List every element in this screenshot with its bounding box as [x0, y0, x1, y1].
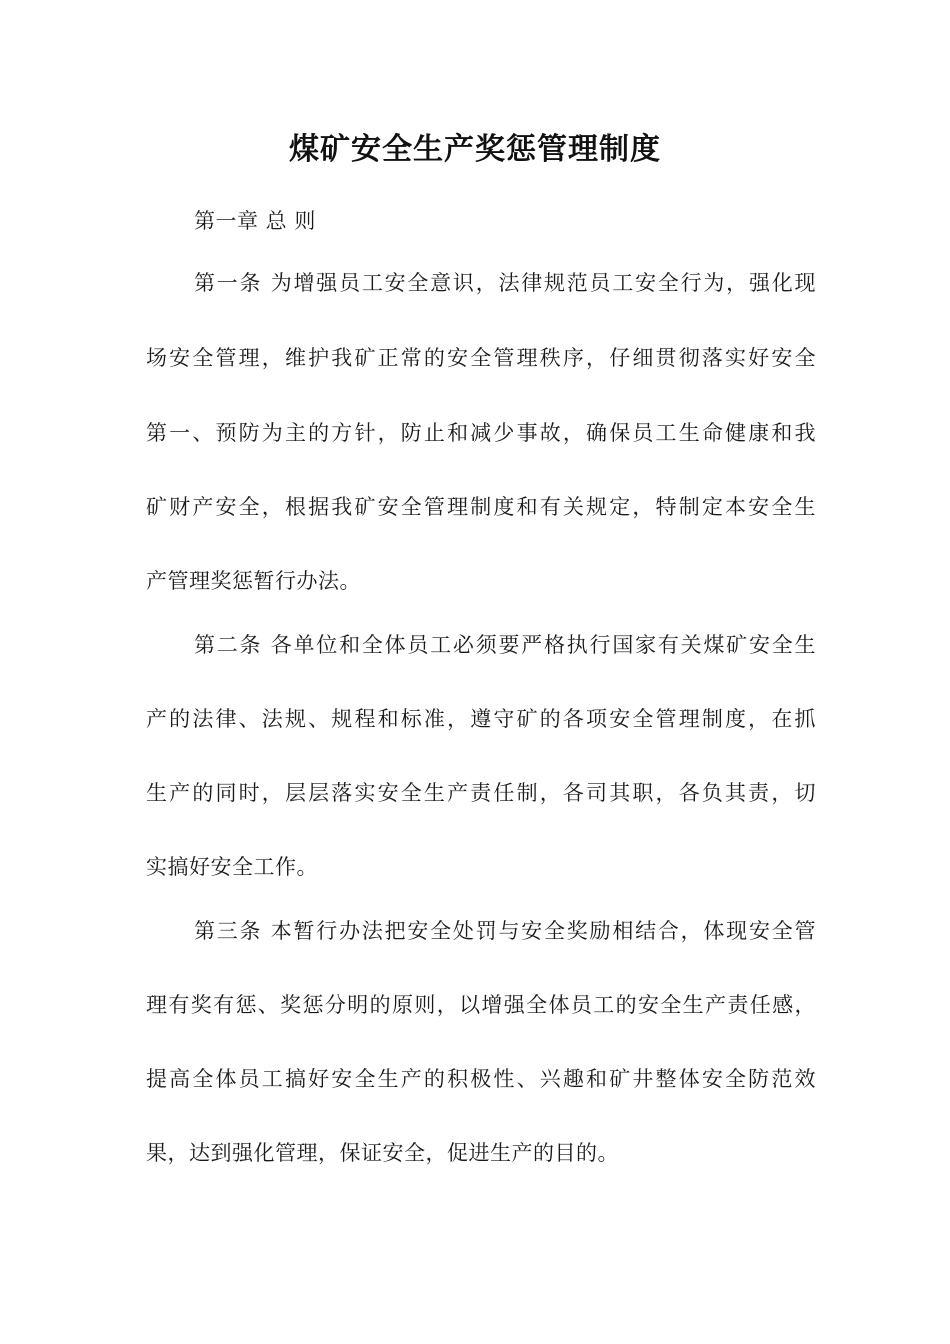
article-2-line-1: 第二条 各单位和全体员工必须要严格执行国家有关煤矿安全生 — [194, 633, 816, 657]
article-1-line-2: 场安全管理，维护我矿正常的安全管理秩序，仔细贯彻落实好安全 — [146, 346, 816, 370]
article-1-line-1: 第一条 为增强员工安全意识，法律规范员工安全行为，强化现 — [194, 271, 816, 295]
article-1-line-3: 第一、预防为主的方针，防止和减少事故，确保员工生命健康和我 — [146, 421, 816, 445]
article-1-line-5: 产管理奖惩暂行办法。 — [146, 569, 361, 593]
chapter-heading: 第一章 总 则 — [194, 209, 316, 233]
article-3-line-1: 第三条 本暂行办法把安全处罚与安全奖励相结合，体现安全管 — [194, 919, 816, 943]
article-2-line-2: 产的法律、法规、规程和标准，遵守矿的各项安全管理制度，在抓 — [146, 707, 816, 731]
article-3-line-4: 果，达到强化管理，保证安全，促进生产的目的。 — [146, 1141, 619, 1165]
article-2-line-3: 生产的同时，层层落实安全生产责任制，各司其职，各负其责，切 — [146, 781, 816, 805]
document-title: 煤矿安全生产奖惩管理制度 — [289, 132, 661, 167]
article-1-line-4: 矿财产安全，根据我矿安全管理制度和有关规定，特制定本安全生 — [146, 495, 816, 519]
article-3-line-3: 提高全体员工搞好安全生产的积极性、兴趣和矿井整体安全防范效 — [146, 1067, 816, 1091]
article-2-line-4: 实搞好安全工作。 — [146, 855, 318, 879]
article-3-line-2: 理有奖有惩、奖惩分明的原则，以增强全体员工的安全生产责任感， — [146, 993, 816, 1017]
